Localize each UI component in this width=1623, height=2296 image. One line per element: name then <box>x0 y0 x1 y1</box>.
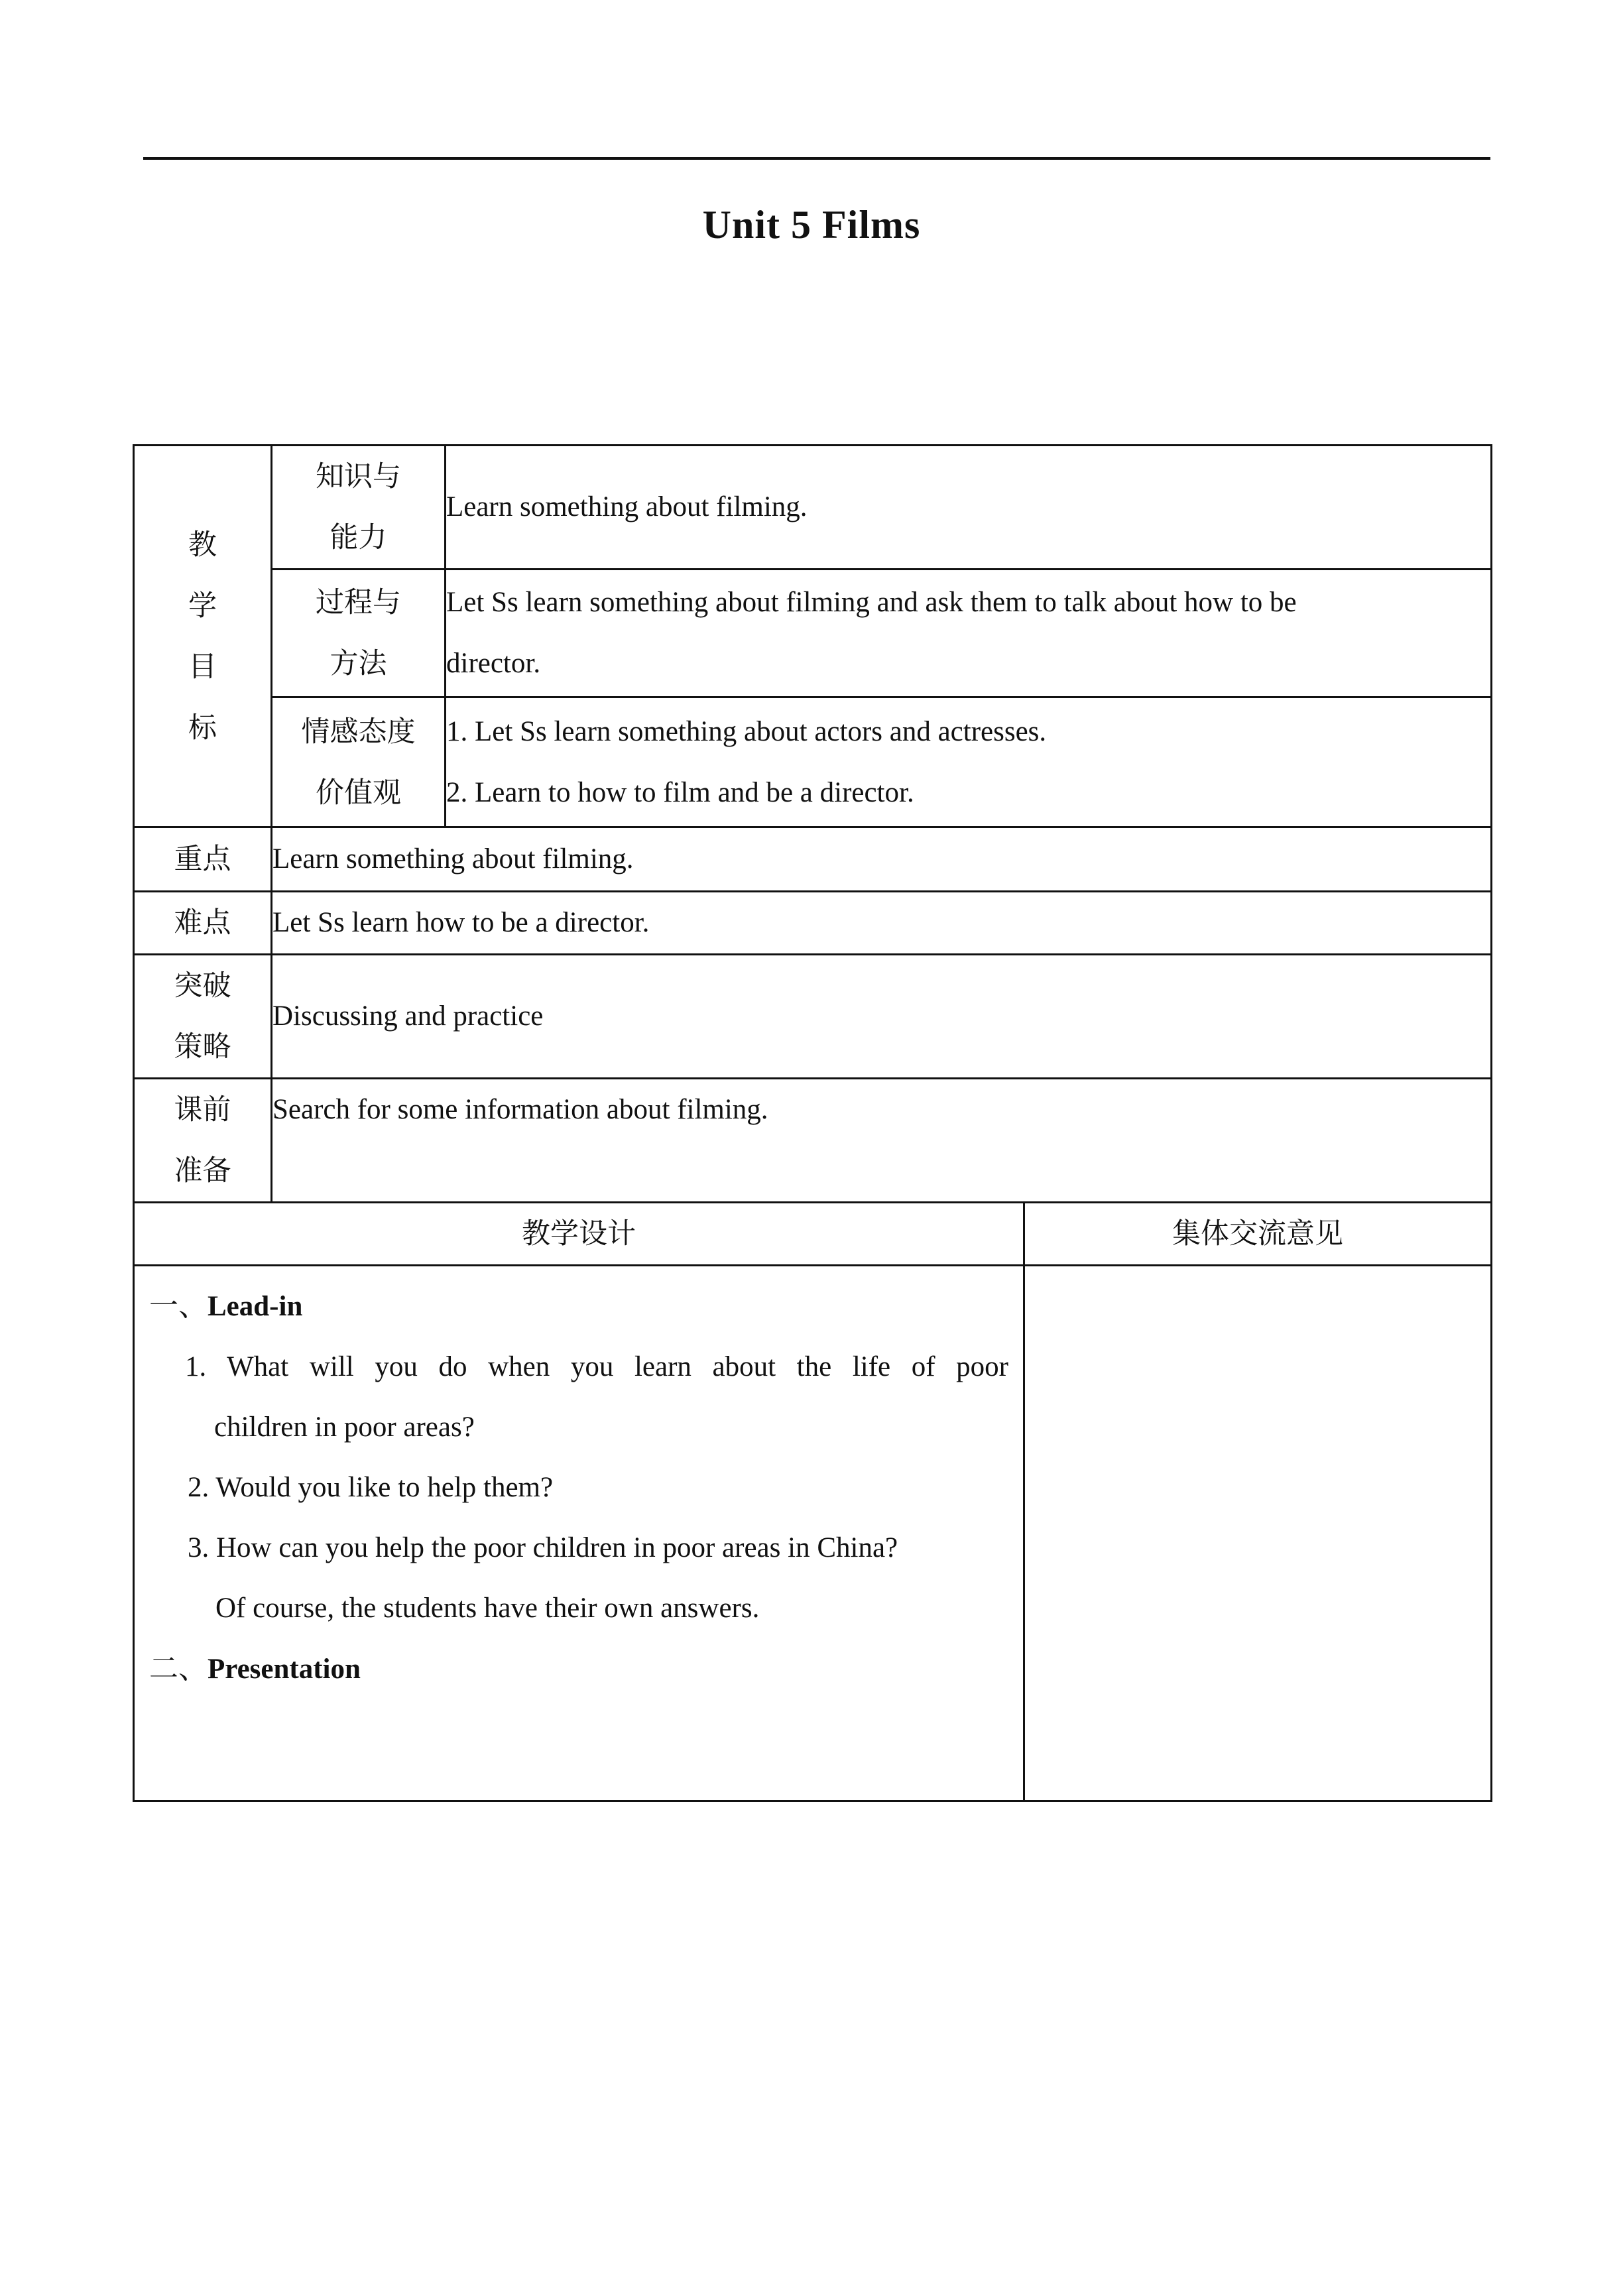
list-item: 1. What will you do when you learn about the life of poor <box>185 1351 1008 1382</box>
page-title: Unit 5 Films <box>702 203 921 247</box>
objective-sublabel-process: 过程与 方法 <box>272 570 446 697</box>
design-header-row <box>134 1203 1492 1266</box>
preparation-content: Search for some information about filming. <box>272 1079 1492 1203</box>
design-content <box>134 1266 1024 1801</box>
list-item-continuation: Of course, the students have their own answers. <box>215 1593 760 1624</box>
objective-row-knowledge <box>134 446 1492 570</box>
key-point-row <box>134 827 1492 892</box>
strategy-row <box>134 955 1492 1079</box>
design-body-row <box>134 1266 1492 1801</box>
difficulty-label: 难点 <box>134 892 272 955</box>
design-header-left: 教学设计 <box>134 1203 1024 1266</box>
difficulty-row <box>134 892 1492 955</box>
objective-row-attitude <box>134 697 1492 827</box>
design-header-right: 集体交流意见 <box>1024 1203 1492 1266</box>
list-item: 2. Would you like to help them? <box>188 1472 554 1503</box>
discussion-notes-cell <box>1024 1266 1492 1801</box>
strategy-label: 突破 策略 <box>134 955 272 1079</box>
lesson-plan-table <box>133 444 1492 1802</box>
key-point-content: Learn something about filming. <box>272 827 1492 892</box>
list-item-continuation: children in poor areas? <box>214 1412 475 1443</box>
objective-content-attitude: 1. Let Ss learn something about actors and actresses. 2. Learn to how to film and be a director. <box>446 697 1492 827</box>
header-rule <box>143 157 1490 160</box>
preparation-label: 课前 准备 <box>134 1079 272 1203</box>
list-item: 3. How can you help the poor children in poor areas in China? <box>188 1532 898 1563</box>
strategy-content: Discussing and practice <box>272 955 1492 1079</box>
objectives-label: 教 学 目 标 <box>134 446 272 827</box>
objective-row-process <box>134 570 1492 697</box>
section-heading: 一、Lead-in <box>149 1289 303 1323</box>
objective-content-knowledge: Learn something about filming. <box>446 446 1492 570</box>
preparation-row <box>134 1079 1492 1203</box>
key-point-label: 重点 <box>134 827 272 892</box>
objective-sublabel-knowledge: 知识与 能力 <box>272 446 446 570</box>
objective-content-process: Let Ss learn something about filming and ask them to talk about how to be director. <box>446 570 1492 697</box>
section-heading: 二、Presentation <box>149 1652 361 1685</box>
difficulty-content: Let Ss learn how to be a director. <box>272 892 1492 955</box>
objective-sublabel-attitude: 情感态度 价值观 <box>272 697 446 827</box>
